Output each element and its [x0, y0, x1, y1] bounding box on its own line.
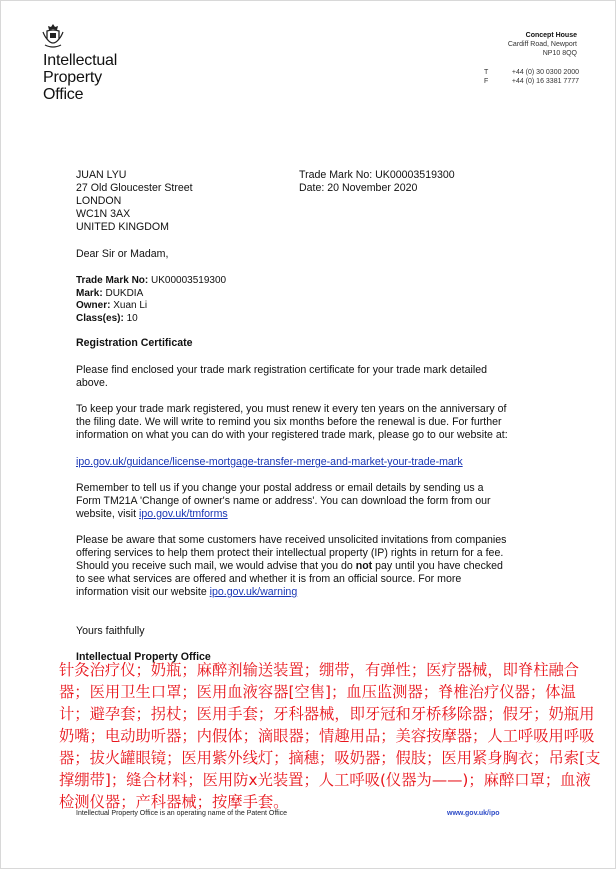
signature: Intellectual Property Office — [76, 651, 211, 663]
footer-note: Intellectual Property Office is an operating name of the Patent Office — [76, 810, 288, 817]
recipient-line: JUAN LYU — [76, 169, 127, 181]
mark-label: Mark: — [76, 287, 103, 299]
footer-website[interactable]: www.gov.uk/ipo — [447, 810, 500, 817]
fax-number: +44 (0) 16 3381 7777 — [511, 78, 579, 85]
office-address — [508, 31, 577, 58]
recipient-address — [76, 169, 193, 234]
class-label: Class(es): — [76, 312, 124, 324]
closing: Yours faithfully — [76, 625, 145, 637]
mark-value: DUKDIA — [102, 287, 144, 299]
phone-label: T — [484, 69, 489, 76]
paragraph-renewal — [76, 403, 508, 442]
tmforms-link[interactable]: ipo.gov.uk/tmforms — [139, 508, 228, 520]
guidance-link[interactable]: ipo.gov.uk/guidance/license-mortgage-transfer-merge-and-market-your-trade-mark — [76, 456, 463, 468]
phone-number: +44 (0) 30 0300 2000 — [511, 69, 579, 76]
contact-numbers — [484, 68, 579, 86]
royal-crest-icon — [41, 23, 65, 49]
emphasis-not: not — [355, 560, 373, 572]
org-name-line: Intellectual — [43, 52, 118, 69]
reference-date: Date: 20 November 2020 — [299, 182, 418, 194]
reference-tm-number: Trade Mark No: UK00003519300 — [299, 169, 455, 181]
paragraph-line: pay until you have checked — [372, 560, 503, 572]
recipient-line: 27 Old Gloucester Street — [76, 182, 193, 194]
org-name-line: Property — [43, 69, 102, 86]
class-value: 10 — [123, 312, 138, 324]
paragraph-certificate — [76, 364, 487, 390]
paragraph-change-details — [76, 482, 491, 521]
warning-link[interactable]: ipo.gov.uk/warning — [209, 586, 298, 598]
recipient-line: WC1N 3AX — [76, 208, 131, 220]
paragraph-line: offering services to help them protect their intellectual property (IP) rights in return for a fee. — [76, 547, 504, 559]
salutation: Dear Sir or Madam, — [76, 248, 169, 260]
subject-heading: Registration Certificate — [76, 337, 193, 349]
paragraph-line: information visit our website — [76, 586, 210, 598]
paragraph-line: Should you receive such mail, we would advise that you do — [76, 560, 356, 572]
tm-value: UK00003519300 — [148, 275, 227, 286]
paragraph-line: Please be aware that some customers have received unsolicited invitations from companies — [76, 534, 507, 546]
owner-value: Xuan Li — [110, 300, 148, 311]
address-name: Concept House — [525, 32, 577, 39]
mark-details — [76, 275, 226, 325]
tm-label: Trade Mark No: — [76, 275, 149, 286]
org-name-line: Office — [43, 86, 84, 103]
paragraph-line: information on what you can do with your registered trade mark, please go to our website at: — [76, 429, 508, 441]
paragraph-line: Remember to tell us if you change your postal address or email details by sending us a — [76, 482, 484, 494]
recipient-line: UNITED KINGDOM — [76, 221, 169, 233]
letter-reference — [299, 169, 455, 195]
paragraph-line: website, visit — [76, 508, 139, 520]
fax-label: F — [484, 78, 489, 85]
paragraph-line: above. — [76, 377, 108, 389]
overlay-goods-list: 针灸治疗仪；奶瓶；麻醉剂输送装置；绷带，有弹性；医疗器械，即脊柱融合器；医用卫生口罩；医用血液容器[空售]；血压监测器；脊椎治疗仪器；体温计；避孕套；拐杖；医用手套；牙科器械，即牙冠和牙桥移除器；假牙；奶瓶用奶嘴；电动助听器；内假体；滴眼器；情趣用品；美容按摩器；人工呼吸用呼吸器；拔火罐眼镜；医用紫外线灯；摘穗；吸奶器；假肢；医用紧身胸衣；吊索[支撑绷带]；缝合材料；医用防x光装置；人工呼吸(仪器为——)；麻醉口罩；血液检测仪器；产科器械；按摩手套。 — [59, 661, 601, 811]
paragraph-line: To keep your trade mark registered, you must renew it every ten years on the anniversary of — [76, 403, 507, 415]
organisation-name — [43, 52, 117, 103]
address-street: Cardiff Road, Newport — [507, 41, 577, 48]
paragraph-line: the filing date. We will write to remind you six months before the renewal is due. For further — [76, 416, 502, 428]
recipient-line: LONDON — [76, 195, 122, 207]
paragraph-warning — [76, 534, 506, 599]
address-postcode: NP10 8QQ — [542, 50, 577, 57]
paragraph-line: Please find enclosed your trade mark registration certificate for your trade mark detailed — [76, 364, 487, 376]
owner-label: Owner: — [76, 300, 111, 311]
paragraph-line: to see what services are offered and whether it is from an official source. For more — [76, 573, 462, 585]
paragraph-line: Form TM21A 'Change of owner's name or address'. You can download the form from our — [76, 495, 491, 507]
